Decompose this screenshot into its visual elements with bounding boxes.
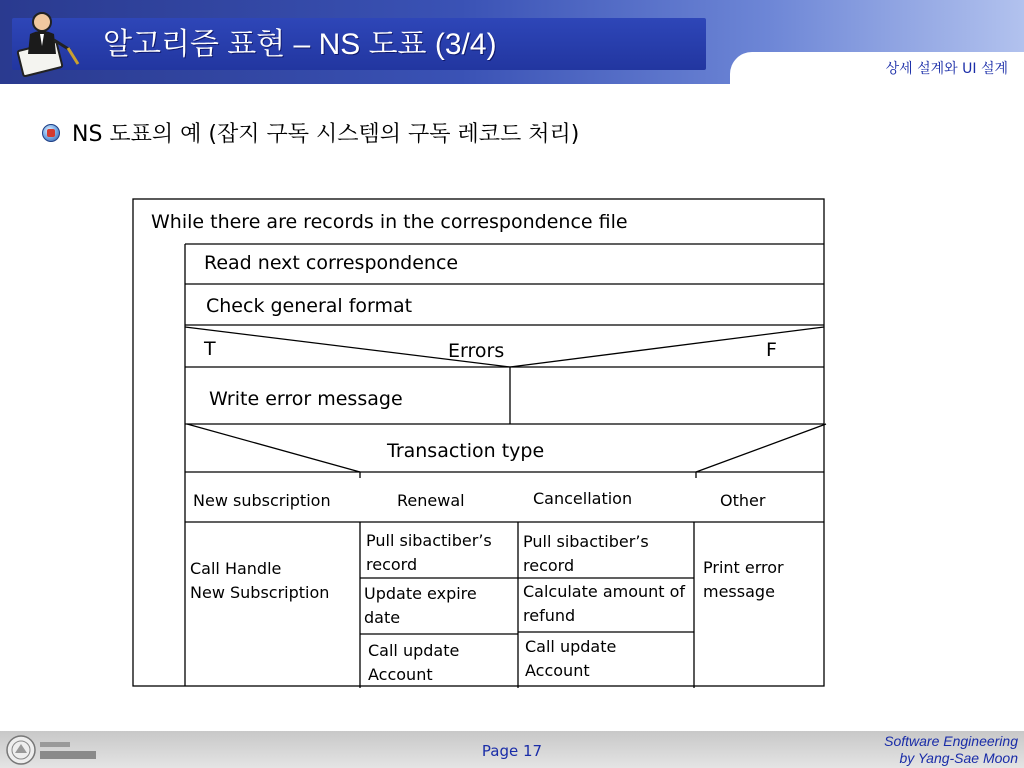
page-title: 알고리즘 표현 – NS 도표 (3/4) [103, 28, 497, 61]
case-branch-cancellation: Cancellation [533, 489, 633, 508]
page-number: Page 17 [481, 742, 543, 760]
cancellation-step-2: Calculate amount of refund [523, 582, 686, 625]
renewal-step-2: Update expire date [364, 584, 477, 627]
branch-new-action [190, 557, 329, 605]
case-branch-other: Other [720, 491, 766, 510]
author-credit: by Yang-Sae Moon [899, 750, 1018, 766]
section-label: 상세 설계와 UI 설계 [885, 61, 1008, 77]
decision-true-action: Write error message [209, 388, 403, 410]
slide-subtitle: NS 도표의 예 (잡지 구독 시스템의 구독 레코드 처리) [72, 122, 580, 147]
loop-condition: While there are records in the correspondence file [151, 211, 628, 233]
case-branch-renewal: Renewal [397, 491, 465, 510]
case-left-diagonal [187, 424, 360, 472]
cancellation-step-1: Pull sibactiber’s record [523, 532, 649, 575]
decision-true-label: T [204, 338, 216, 360]
branch-new-action-line2: New Subscription [190, 583, 330, 602]
cancellation-step-3: Call update Account [525, 637, 617, 680]
case-branch-new-subscription: New subscription [193, 491, 331, 510]
branch-new-action-line1: Call Handle [190, 559, 282, 578]
step-check: Check general format [206, 295, 413, 317]
renewal-step-1: Pull sibactiber’s record [366, 531, 492, 574]
renewal-step-3: Call update Account [368, 641, 460, 684]
decision-false-label: F [766, 339, 777, 361]
case-condition: Transaction type [387, 440, 545, 462]
decision-condition: Errors [448, 340, 505, 362]
case-right-diagonal [696, 424, 826, 472]
step-read: Read next correspondence [204, 252, 459, 274]
other-action: Print error message [703, 558, 784, 601]
course-name: Software Engineering [884, 733, 1018, 749]
